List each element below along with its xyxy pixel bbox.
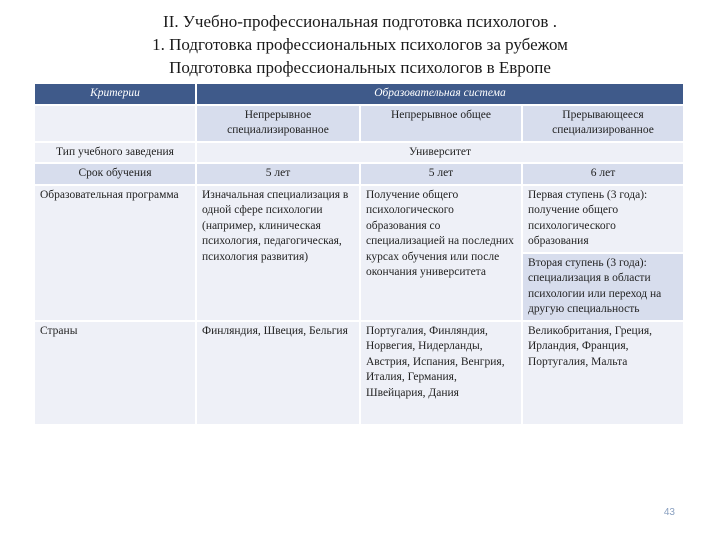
countries-label: Страны xyxy=(35,322,195,424)
system-header: Образовательная система xyxy=(197,84,683,104)
institution-value: Университет xyxy=(197,143,683,163)
program-value-2: Получение общего психологического образования со специализацией на последних курсах обучения или после окончания университета xyxy=(361,186,521,320)
title-line-2: 1. Подготовка профессиональных психологов за рубежом xyxy=(152,35,568,54)
duration-label: Срок обучения xyxy=(35,164,195,184)
program-value-1: Изначальная специализация в одной сфере психологии (например, клиническая психология, педагогическая, психология развития) xyxy=(197,186,359,320)
duration-value-1: 5 лет xyxy=(197,164,359,184)
system-interrupted-specialized: Прерывающееся специализированное xyxy=(523,106,683,141)
duration-value-3: 6 лет xyxy=(523,164,683,184)
slide-titles xyxy=(0,10,720,79)
criteria-header: Критерии xyxy=(35,84,195,104)
duration-row xyxy=(35,164,683,184)
table-header-row xyxy=(35,84,683,104)
program-label: Образовательная программа xyxy=(35,186,195,320)
comparison-table xyxy=(33,82,685,426)
institution-row xyxy=(35,143,683,163)
program-row-1 xyxy=(35,186,683,252)
program-step-2: Вторая ступень (3 года): специализация в области психологии или переход на другую специальность xyxy=(523,254,683,320)
program-step-1: Первая ступень (3 года): получение общего психологического образования xyxy=(523,186,683,252)
systems-row xyxy=(35,106,683,141)
duration-value-2: 5 лет xyxy=(361,164,521,184)
system-continuous-general: Непрерывное общее xyxy=(361,106,521,141)
title-line-1: II. Учебно-профессиональная подготовка психологов . xyxy=(163,12,557,31)
systems-empty-cell xyxy=(35,106,195,141)
countries-value-3: Великобритания, Греция, Ирландия, Франция, Португалия, Мальта xyxy=(523,322,683,424)
institution-label: Тип учебного заведения xyxy=(35,143,195,163)
page-number: 43 xyxy=(663,507,675,518)
countries-value-2: Португалия, Финляндия, Норвегия, Нидерланды, Австрия, Испания, Венгрия, Италия, Германия, Швейцария, Дания xyxy=(361,322,521,424)
title-line-3: Подготовка профессиональных психологов в Европе xyxy=(169,58,551,77)
countries-row xyxy=(35,322,683,424)
system-continuous-specialized: Непрерывное специализированное xyxy=(197,106,359,141)
countries-value-1: Финляндия, Швеция, Бельгия xyxy=(197,322,359,424)
